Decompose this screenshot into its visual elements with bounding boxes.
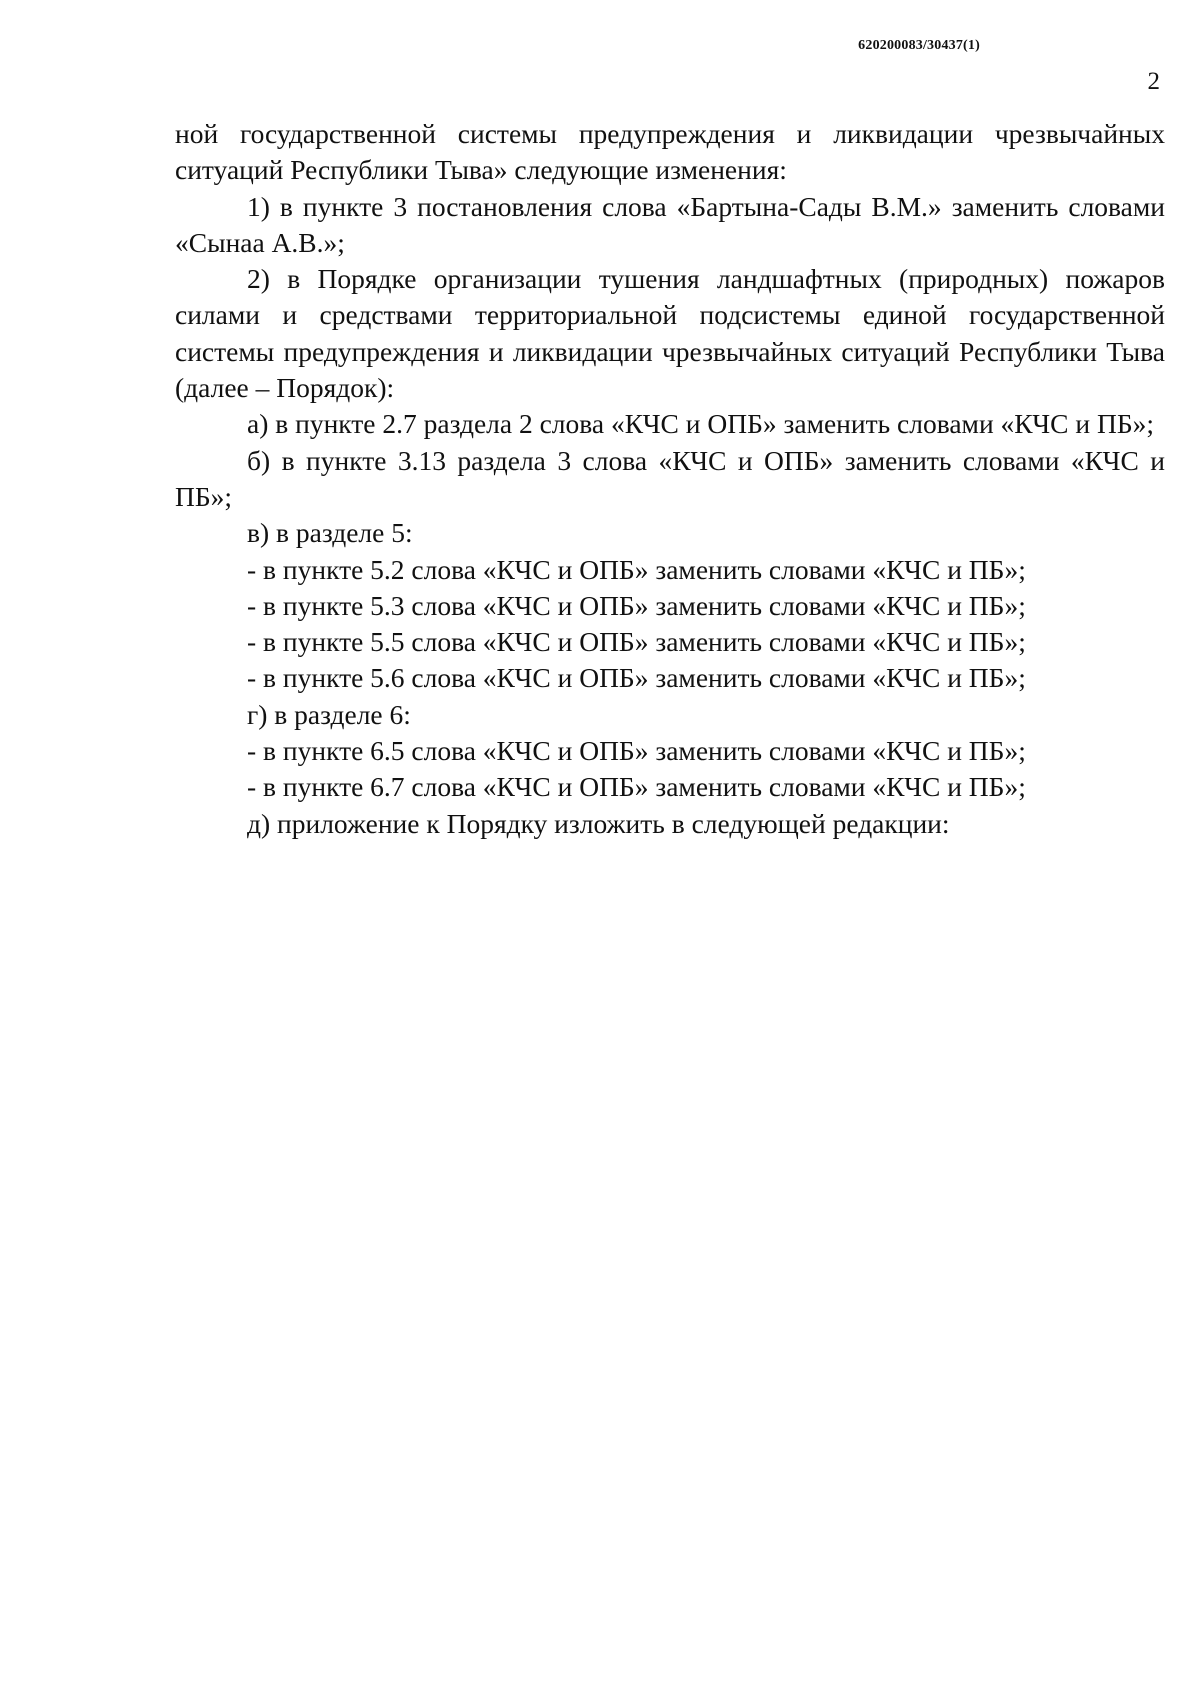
paragraph-item-g-6-5: - в пункте 6.5 слова «КЧС и ОПБ» заменить словами «КЧС и ПБ»; xyxy=(247,735,1026,767)
paragraph-item-g-6-7: - в пункте 6.7 слова «КЧС и ОПБ» заменить словами «КЧС и ПБ»; xyxy=(247,771,1026,803)
paragraph-item-d: д) приложение к Порядку изложить в следующей редакции: xyxy=(247,807,950,839)
document-body xyxy=(175,116,1165,842)
paragraph-item-v: в) в разделе 5: xyxy=(247,517,413,549)
document-code: 620200083/30437(1) xyxy=(858,38,980,53)
page-number: 2 xyxy=(1147,68,1160,95)
paragraph-item-a: а) в пункте 2.7 раздела 2 слова «КЧС и ОПБ» заменить словами «КЧС и ПБ»; xyxy=(247,408,1155,440)
paragraph-item-v-5-6: - в пункте 5.6 слова «КЧС и ОПБ» заменить словами «КЧС и ПБ»; xyxy=(247,662,1026,694)
paragraph-item-b: б) в пункте 3.13 раздела 3 слова «КЧС и ОПБ» заменить словами «КЧС и ПБ»; xyxy=(175,444,1165,512)
paragraph-item-1: 1) в пункте 3 постановления слова «Бартына-Сады В.М.» заменить словами «Сынаа А.В.»; xyxy=(175,190,1165,258)
paragraph-item-v-5-5: - в пункте 5.5 слова «КЧС и ОПБ» заменить словами «КЧС и ПБ»; xyxy=(247,626,1026,658)
paragraph-item-g: г) в разделе 6: xyxy=(247,698,411,730)
paragraph-item-2: 2) в Порядке организации тушения ландшафтных (природных) пожаров силами и средствами территориальной подсистемы единой государственной системы предупреждения и ликвидации чрезвычайных ситуаций Республики Тыва (далее – Порядок): xyxy=(175,263,1165,404)
paragraph-intro-continuation: ной государственной системы предупреждения и ликвидации чрезвычайных ситуаций Республики Тыва» следующие изменения: xyxy=(175,118,1165,186)
paragraph-item-v-5-2: - в пункте 5.2 слова «КЧС и ОПБ» заменить словами «КЧС и ПБ»; xyxy=(247,553,1026,585)
paragraph-item-v-5-3: - в пункте 5.3 слова «КЧС и ОПБ» заменить словами «КЧС и ПБ»; xyxy=(247,589,1026,621)
